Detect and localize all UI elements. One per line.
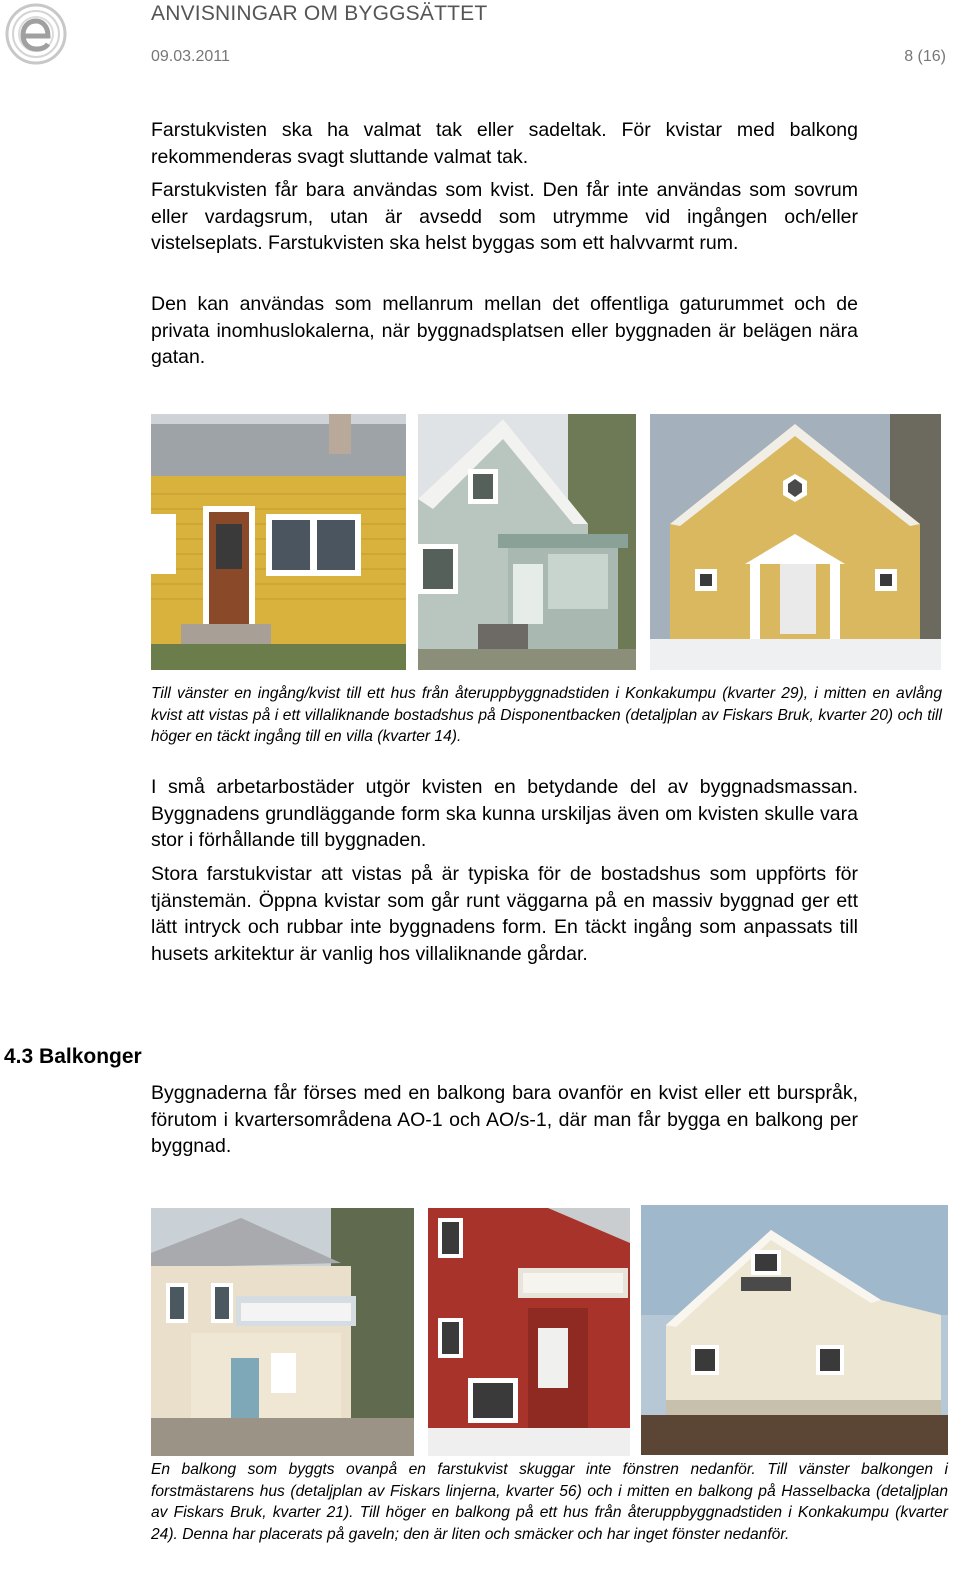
paragraph-large-porches: Stora farstukvistar att vistas på är typiska för de bostadshus som uppförts för tjänstemän. Öppna kvistar som går runt väggarna på en massiv byggnad ger ett lätt intryck och rubbar inte byggnadens form. En täckt ingång som anpassats till husets arkitektur är vanlig hos villaliknande gårdar. [151,863,858,965]
document-date: 09.03.2011 [151,48,230,65]
paragraph-usage: Farstukvisten får bara användas som kvist. Den får inte användas som sovrum eller vardagsrum, utan är avsedd som utrymme vid ingången och/eller vistelseplats. Farstukvisten ska helst byggas som ett halvvarmt rum. [151,179,858,255]
photo-yellow-villa-covered-entrance [650,414,941,670]
figure1-caption: Till vänster en ingång/kvist till ett hus från återuppbyggnadstiden i Konkakumpu (kvarter 29), i mitten en avlång kvist att vistas på i ett villaliknande bostadshus på Disponentbacken (detaljplan av Fiskars Bruk, kvarter 20) och till höger en täckt ingång till en villa (kvarter 14). [151,685,942,746]
page-number: 8 (16) [904,48,946,65]
paragraph-roof: Farstukvisten ska ha valmat tak eller sadeltak. För kvistar med balkong rekommenderas svagt sluttande valmat tak. [151,119,858,168]
paragraph-intermediate-space: Den kan användas som mellanrum mellan det offentliga gaturummet och de privata inomhuslokalerna, när byggnadsplatsen eller byggnaden är belägen nära gatan. [151,293,858,369]
figure2-caption: En balkong som byggts ovanpå en farstukvist skuggar inte fönstren nedanför. Till vänster balkongen i forstmästarens hus (detaljplan av Fiskars linjerna, kvarter 56) och i mitten en balkong på Hasselbacka (detaljplan av Fiskars Bruk, kvarter 21). Till höger en balkong på ett hus från återuppbyggnadstiden i Konkakumpu (kvarter 24). Denna har placerats på gaveln; den är liten och smäcker och har inget fönster nedanför. [151,1461,948,1544]
paragraph-small-dwellings: I små arbetarbostäder utgör kvisten en betydande del av byggnadsmassan. Byggnadens grundläggande form ska kunna urskiljas även om kvisten skulle vara stor i förhållande till byggnaden. [151,776,858,852]
photo-yellow-house-entrance [151,414,406,670]
photo-red-house-balcony [428,1208,630,1456]
section-heading-balconies: 4.3 Balkonger [4,1045,142,1068]
organization-logo [4,2,68,66]
document-title: ANVISNINGAR OM BYGGSÄTTET [151,2,488,25]
photo-green-villa-porch [418,414,636,670]
photo-cream-house-gable-balcony [641,1205,948,1455]
photo-white-house-balcony [151,1208,414,1456]
paragraph-balconies: Byggnaderna får förses med en balkong bara ovanför en kvist eller ett burspråk, förutom i kvartersområdena AO-1 och AO/s-1, där man får bygga en balkong per byggnad. [151,1082,858,1158]
